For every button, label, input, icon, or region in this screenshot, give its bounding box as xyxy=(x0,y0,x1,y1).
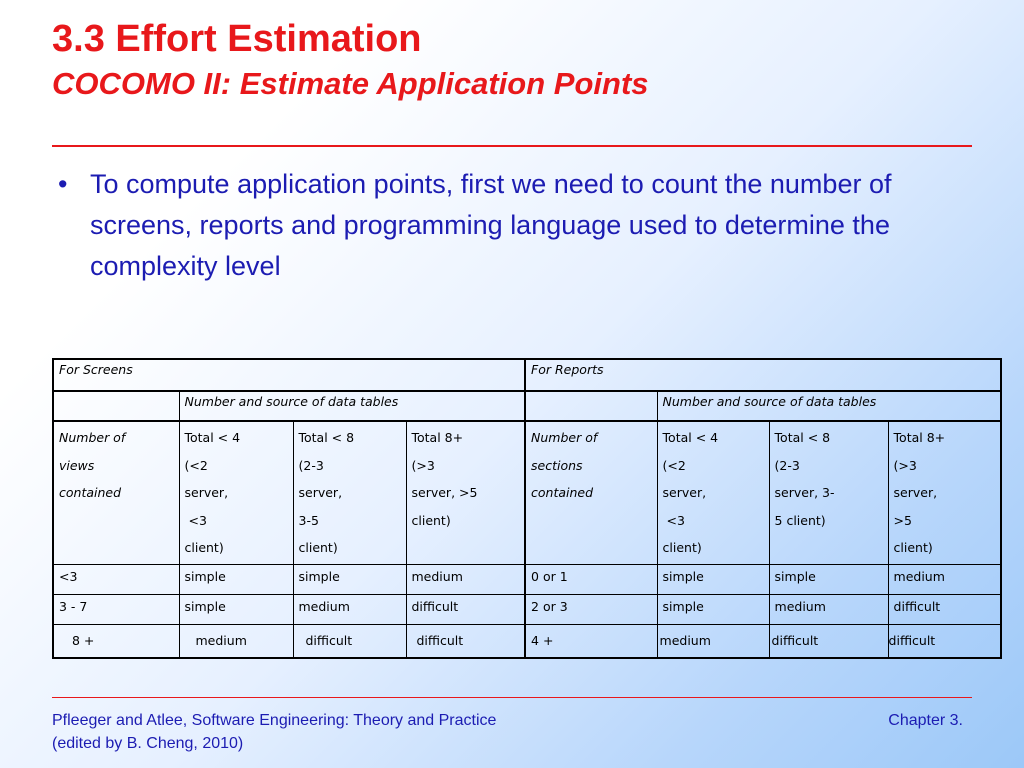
bullet-list xyxy=(58,164,958,287)
slide-subtitle: COCOMO II: Estimate Application Points xyxy=(52,66,649,101)
bullet-marker: • xyxy=(58,169,68,199)
table-cell: medium xyxy=(769,594,888,624)
footer-divider xyxy=(52,697,972,698)
table-cell: 2 or 3 xyxy=(525,594,657,624)
table-cell: difficult xyxy=(406,624,525,658)
footer-chapter: Chapter 3. xyxy=(888,712,963,729)
bullet-item xyxy=(58,164,958,287)
bullet-text: To compute application points, first we need to count the number of screens, reports and programming language used to determine the complexity level xyxy=(90,169,892,281)
slide-title: 3.3 Effort Estimation xyxy=(52,18,422,60)
table-cell: 3 - 7 xyxy=(53,594,179,624)
table-cell: medium xyxy=(888,564,1001,594)
reports-col-header: Total < 4 (<2 server, <3 client) xyxy=(657,421,769,564)
table-cell: 4 + xyxy=(525,624,657,658)
screens-header: For Screens xyxy=(53,359,525,391)
table-cell: difficult xyxy=(293,624,406,658)
footer-citation xyxy=(52,709,496,755)
table-cell: simple xyxy=(769,564,888,594)
reports-col-header: Total 8+ (>3 server, >5 client) xyxy=(888,421,1001,564)
title-divider xyxy=(52,145,972,147)
screens-col-header: Total < 8 (2-3 server, 3-5 client) xyxy=(293,421,406,564)
table-cell: difficult xyxy=(888,594,1001,624)
table-cell: simple xyxy=(657,594,769,624)
table-cell: simple xyxy=(657,564,769,594)
empty-cell xyxy=(525,391,657,421)
table-cell: difficult xyxy=(406,594,525,624)
reports-col-header: Total < 8 (2-3 server, 3- 5 client) xyxy=(769,421,888,564)
citation-line: Pfleeger and Atlee, Software Engineering: Theory and Practice xyxy=(52,712,497,729)
table-cell: medium xyxy=(657,624,769,658)
screens-row-label: Number of views contained xyxy=(53,421,179,564)
table-cell: 0 or 1 xyxy=(525,564,657,594)
table-cell: simple xyxy=(179,564,293,594)
screens-col-header: Total < 4 (<2 server, <3 client) xyxy=(179,421,293,564)
reports-subheader: Number and source of data tables xyxy=(657,391,1001,421)
empty-cell xyxy=(53,391,179,421)
screens-subheader: Number and source of data tables xyxy=(179,391,525,421)
table-cell: difficult xyxy=(769,624,888,658)
table-cell: medium xyxy=(293,594,406,624)
screens-col-header: Total 8+ (>3 server, >5 client) xyxy=(406,421,525,564)
table-cell: simple xyxy=(293,564,406,594)
table-cell: 8 + xyxy=(53,624,179,658)
table-cell: simple xyxy=(179,594,293,624)
citation-line: (edited by B. Cheng, 2010) xyxy=(52,735,244,752)
reports-row-label: Number of sections contained xyxy=(525,421,657,564)
table-cell: medium xyxy=(406,564,525,594)
table-cell: medium xyxy=(179,624,293,658)
table-cell: <3 xyxy=(53,564,179,594)
table-cell: difficult xyxy=(888,624,1001,658)
reports-header: For Reports xyxy=(525,359,1001,391)
complexity-table xyxy=(52,358,1002,659)
